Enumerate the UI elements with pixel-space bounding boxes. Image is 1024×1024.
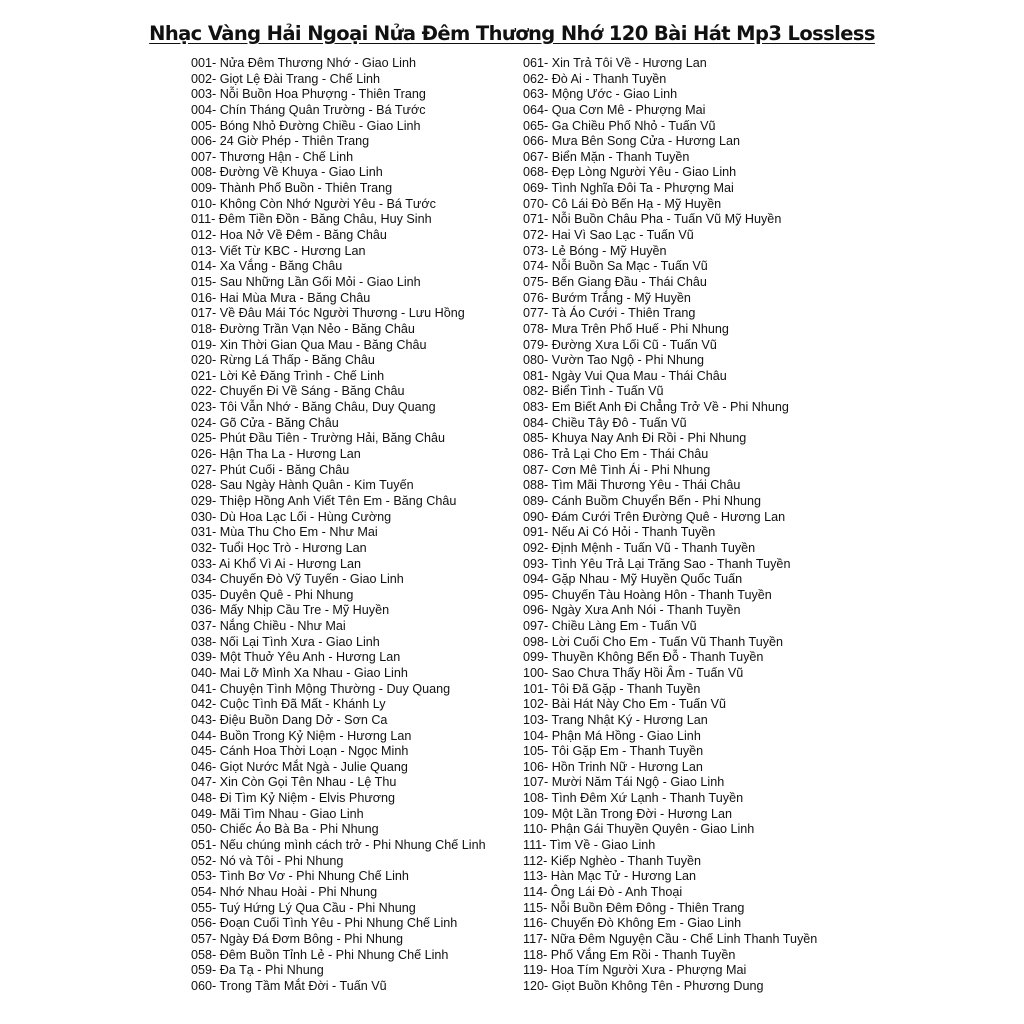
track-item: 056- Đoạn Cuối Tình Yêu - Phi Nhung Chế Linh [191, 916, 458, 931]
track-item: 016- Hai Mùa Mưa - Băng Châu [191, 290, 371, 305]
track-item: 082- Biển Tình - Tuấn Vũ [523, 384, 664, 399]
track-item: 088- Tìm Mãi Thương Yêu - Thái Châu [523, 478, 741, 493]
track-item: 055- Tuý Hứng Lý Qua Cầu - Phi Nhung [191, 900, 416, 915]
track-item: 068- Đẹp Lòng Người Yêu - Giao Linh [523, 165, 737, 180]
track-item: 089- Cánh Buồm Chuyển Bến - Phi Nhung [523, 493, 762, 508]
track-item: 116- Chuyến Đò Không Em - Giao Linh [523, 916, 742, 931]
track-item: 025- Phút Đầu Tiên - Trường Hải, Băng Châu [191, 431, 446, 446]
track-item: 005- Bóng Nhỏ Đường Chiều - Giao Linh [191, 118, 421, 133]
track-item: 066- Mưa Bên Song Cửa - Hương Lan [523, 134, 740, 149]
track-item: 090- Đám Cưới Trên Đường Quê - Hương Lan [523, 509, 786, 524]
track-item: 031- Mùa Thu Cho Em - Như Mai [191, 525, 378, 540]
track-item: 012- Hoa Nở Về Đêm - Băng Châu [191, 228, 387, 243]
track-item: 118- Phố Vắng Em Rồi - Thanh Tuyền [523, 947, 736, 962]
track-item: 046- Giọt Nước Mắt Ngà - Julie Quang [191, 759, 408, 774]
track-item: 043- Điệu Buồn Dang Dở - Sơn Ca [191, 712, 388, 727]
track-item: 060- Trong Tầm Mắt Đời - Tuấn Vũ [191, 978, 387, 993]
track-item: 111- Tìm Về - Giao Linh [523, 838, 656, 853]
track-item: 062- Đò Ai - Thanh Tuyền [523, 71, 667, 86]
track-item: 006- 24 Giờ Phép - Thiên Trang [191, 134, 370, 149]
track-item: 065- Ga Chiều Phố Nhỏ - Tuấn Vũ [523, 118, 716, 133]
track-item: 105- Tôi Gặp Em - Thanh Tuyền [523, 744, 704, 759]
track-item: 059- Đa Tạ - Phi Nhung [191, 963, 324, 978]
track-item: 011- Đêm Tiền Đồn - Băng Châu, Huy Sinh [191, 212, 432, 227]
track-item: 101- Tôi Đã Gặp - Thanh Tuyền [523, 681, 701, 696]
track-item: 110- Phận Gái Thuyền Quyên - Giao Linh [523, 822, 755, 837]
track-item: 102- Bài Hát Này Cho Em - Tuấn Vũ [523, 697, 726, 712]
track-item: 109- Một Lần Trong Đời - Hương Lan [523, 806, 733, 821]
track-item: 034- Chuyến Đò Vỹ Tuyến - Giao Linh [191, 572, 404, 587]
track-item: 093- Tình Yêu Trả Lại Trăng Sao - Thanh Tuyền [523, 556, 791, 571]
track-item: 069- Tình Nghĩa Đôi Ta - Phượng Mai [523, 181, 734, 196]
track-item: 076- Bướm Trắng - Mỹ Huyền [523, 290, 691, 305]
track-item: 095- Chuyến Tàu Hoàng Hôn - Thanh Tuyền [523, 587, 772, 602]
track-item: 067- Biển Mặn - Thanh Tuyền [523, 149, 690, 164]
track-item: 099- Thuyền Không Bến Đỗ - Thanh Tuyền [523, 650, 764, 665]
track-item: 030- Dù Hoa Lạc Lối - Hùng Cường [191, 509, 392, 524]
track-item: 112- Kiếp Nghèo - Thanh Tuyền [523, 853, 702, 868]
track-item: 050- Chiếc Áo Bà Ba - Phi Nhung [191, 822, 379, 837]
track-item: 094- Gặp Nhau - Mỹ Huyền Quốc Tuấn [523, 572, 743, 587]
track-item: 013- Viết Từ KBC - Hương Lan [191, 243, 366, 258]
track-item: 114- Ông Lái Đò - Anh Thoại [523, 884, 683, 899]
track-item: 120- Giọt Buồn Không Tên - Phương Dung [523, 978, 764, 993]
track-item: 039- Một Thuở Yêu Anh - Hương Lan [191, 650, 401, 665]
track-item: 063- Mộng Ước - Giao Linh [523, 87, 678, 102]
track-item: 041- Chuyện Tình Mộng Thường - Duy Quang [191, 681, 451, 696]
track-item: 003- Nỗi Buồn Hoa Phượng - Thiên Trang [191, 87, 426, 102]
track-item: 023- Tôi Vẫn Nhớ - Băng Châu, Duy Quang [191, 400, 436, 415]
track-item: 083- Em Biết Anh Đi Chẳng Trở Về - Phi Nhung [523, 400, 789, 415]
track-item: 010- Không Còn Nhớ Người Yêu - Bá Tước [191, 196, 436, 211]
track-item: 119- Hoa Tím Người Xưa - Phượng Mai [523, 963, 747, 978]
track-item: 073- Lẻ Bóng - Mỹ Huyền [523, 243, 667, 258]
track-item: 053- Tình Bơ Vơ - Phi Nhung Chế Linh [191, 869, 409, 884]
track-item: 051- Nếu chúng mình cách trở - Phi Nhung Chế Linh [191, 838, 486, 853]
track-item: 002- Giọt Lệ Đài Trang - Chế Linh [191, 71, 381, 86]
track-item: 115- Nỗi Buồn Đêm Đông - Thiên Trang [523, 900, 745, 915]
track-item: 072- Hai Vì Sao Lạc - Tuấn Vũ [523, 228, 694, 243]
track-item: 108- Tình Đêm Xứ Lạnh - Thanh Tuyền [523, 791, 744, 806]
track-item: 087- Cơn Mê Tình Ái - Phi Nhung [523, 462, 711, 477]
track-item: 084- Chiều Tây Đô - Tuấn Vũ [523, 415, 687, 430]
track-item: 085- Khuya Nay Anh Đi Rồi - Phi Nhung [523, 431, 747, 446]
track-item: 107- Mười Năm Tái Ngộ - Giao Linh [523, 775, 725, 790]
track-item: 047- Xin Còn Gọi Tên Nhau - Lệ Thu [191, 775, 397, 790]
track-item: 004- Chín Tháng Quân Trường - Bá Tước [191, 102, 426, 117]
track-item: 048- Đi Tìm Kỷ Niệm - Elvis Phương [191, 791, 396, 806]
track-item: 091- Nếu Ai Có Hỏi - Thanh Tuyền [523, 525, 716, 540]
track-item: 098- Lời Cuối Cho Em - Tuấn Vũ Thanh Tuyền [523, 634, 784, 649]
track-item: 008- Đường Về Khuya - Giao Linh [191, 165, 383, 180]
track-item: 007- Thương Hận - Chế Linh [191, 149, 354, 164]
track-item: 040- Mai Lỡ Mình Xa Nhau - Giao Linh [191, 665, 408, 680]
track-item: 015- Sau Những Lần Gối Mỏi - Giao Linh [191, 274, 421, 289]
track-item: 019- Xin Thời Gian Qua Mau - Băng Châu [191, 337, 427, 352]
track-item: 033- Ai Khổ Vì Ai - Hương Lan [191, 556, 362, 571]
track-item: 113- Hàn Mạc Tử - Hương Lan [523, 869, 697, 884]
track-item: 064- Qua Cơn Mê - Phượng Mai [523, 102, 706, 117]
track-item: 022- Chuyến Đi Về Sáng - Băng Châu [191, 384, 405, 399]
track-item: 038- Nối Lại Tình Xưa - Giao Linh [191, 634, 380, 649]
track-item: 037- Nắng Chiều - Như Mai [191, 619, 346, 634]
track-item: 027- Phút Cuối - Băng Châu [191, 462, 350, 477]
track-item: 044- Buồn Trong Kỷ Niệm - Hương Lan [191, 728, 412, 743]
track-item: 018- Đường Trần Vạn Nẻo - Băng Châu [191, 321, 415, 336]
track-item: 057- Ngày Đá Đơm Bông - Phi Nhung [191, 931, 403, 946]
track-item: 045- Cánh Hoa Thời Loạn - Ngọc Minh [191, 744, 409, 759]
track-item: 071- Nỗi Buồn Châu Pha - Tuấn Vũ Mỹ Huyền [523, 212, 782, 227]
track-item: 075- Bến Giang Đầu - Thái Châu [523, 274, 707, 289]
track-item: 078- Mưa Trên Phố Huế - Phi Nhung [523, 321, 729, 336]
track-item: 026- Hận Tha La - Hương Lan [191, 447, 361, 462]
track-item: 070- Cô Lái Đò Bến Hạ - Mỹ Huyền [523, 196, 722, 211]
track-item: 024- Gõ Cửa - Băng Châu [191, 415, 339, 430]
track-item: 009- Thành Phố Buồn - Thiên Trang [191, 181, 393, 196]
track-item: 001- Nửa Đêm Thương Nhớ - Giao Linh [191, 56, 416, 70]
tracklist-left-column [191, 56, 486, 994]
track-item: 036- Mấy Nhịp Cầu Tre - Mỹ Huyền [191, 603, 390, 618]
track-item: 079- Đường Xưa Lối Cũ - Tuấn Vũ [523, 337, 717, 352]
track-item: 020- Rừng Lá Thấp - Băng Châu [191, 353, 375, 368]
track-item: 042- Cuộc Tình Đã Mất - Khánh Ly [191, 697, 386, 712]
track-item: 028- Sau Ngày Hành Quân - Kim Tuyến [191, 478, 414, 493]
track-item: 106- Hồn Trinh Nữ - Hương Lan [523, 759, 703, 774]
track-item: 017- Về Đâu Mái Tóc Người Thương - Lưu Hồng [191, 306, 465, 321]
track-item: 096- Ngày Xưa Anh Nói - Thanh Tuyền [523, 603, 741, 618]
track-item: 103- Trang Nhật Ký - Hương Lan [523, 712, 708, 727]
track-item: 061- Xin Trả Tôi Về - Hương Lan [523, 56, 707, 70]
track-item: 081- Ngày Vui Qua Mau - Thái Châu [523, 368, 727, 383]
track-item: 104- Phận Má Hồng - Giao Linh [523, 728, 701, 743]
track-item: 049- Mãi Tìm Nhau - Giao Linh [191, 806, 364, 821]
track-item: 052- Nó và Tôi - Phi Nhung [191, 853, 344, 868]
track-item: 021- Lời Kẻ Đăng Trình - Chế Linh [191, 368, 385, 383]
track-item: 032- Tuổi Học Trò - Hương Lan [191, 540, 367, 555]
track-item: 092- Định Mệnh - Tuấn Vũ - Thanh Tuyền [523, 540, 756, 555]
track-item: 097- Chiều Làng Em - Tuấn Vũ [523, 619, 697, 634]
track-item: 086- Trả Lại Cho Em - Thái Châu [523, 447, 709, 462]
page-title: Nhạc Vàng Hải Ngoại Nửa Đêm Thương Nhớ 120 Bài Hát Mp3 Lossless [149, 22, 875, 45]
track-item: 035- Duyên Quê - Phi Nhung [191, 587, 354, 602]
tracklist-right-column [523, 56, 817, 994]
track-item: 117- Nữa Đêm Nguyện Cầu - Chế Linh Thanh Tuyền [523, 931, 818, 946]
track-item: 058- Đêm Buồn Tỉnh Lẻ - Phi Nhung Chế Linh [191, 947, 449, 962]
track-item: 077- Tà Áo Cưới - Thiên Trang [523, 306, 696, 321]
track-item: 054- Nhớ Nhau Hoài - Phi Nhung [191, 884, 378, 899]
track-item: 100- Sao Chưa Thấy Hồi Âm - Tuấn Vũ [523, 665, 744, 680]
track-item: 074- Nỗi Buồn Sa Mạc - Tuấn Vũ [523, 259, 708, 274]
track-item: 029- Thiệp Hồng Anh Viết Tên Em - Băng Châu [191, 493, 457, 508]
track-item: 080- Vườn Tao Ngộ - Phi Nhung [523, 353, 704, 368]
track-item: 014- Xa Vắng - Băng Châu [191, 259, 343, 274]
